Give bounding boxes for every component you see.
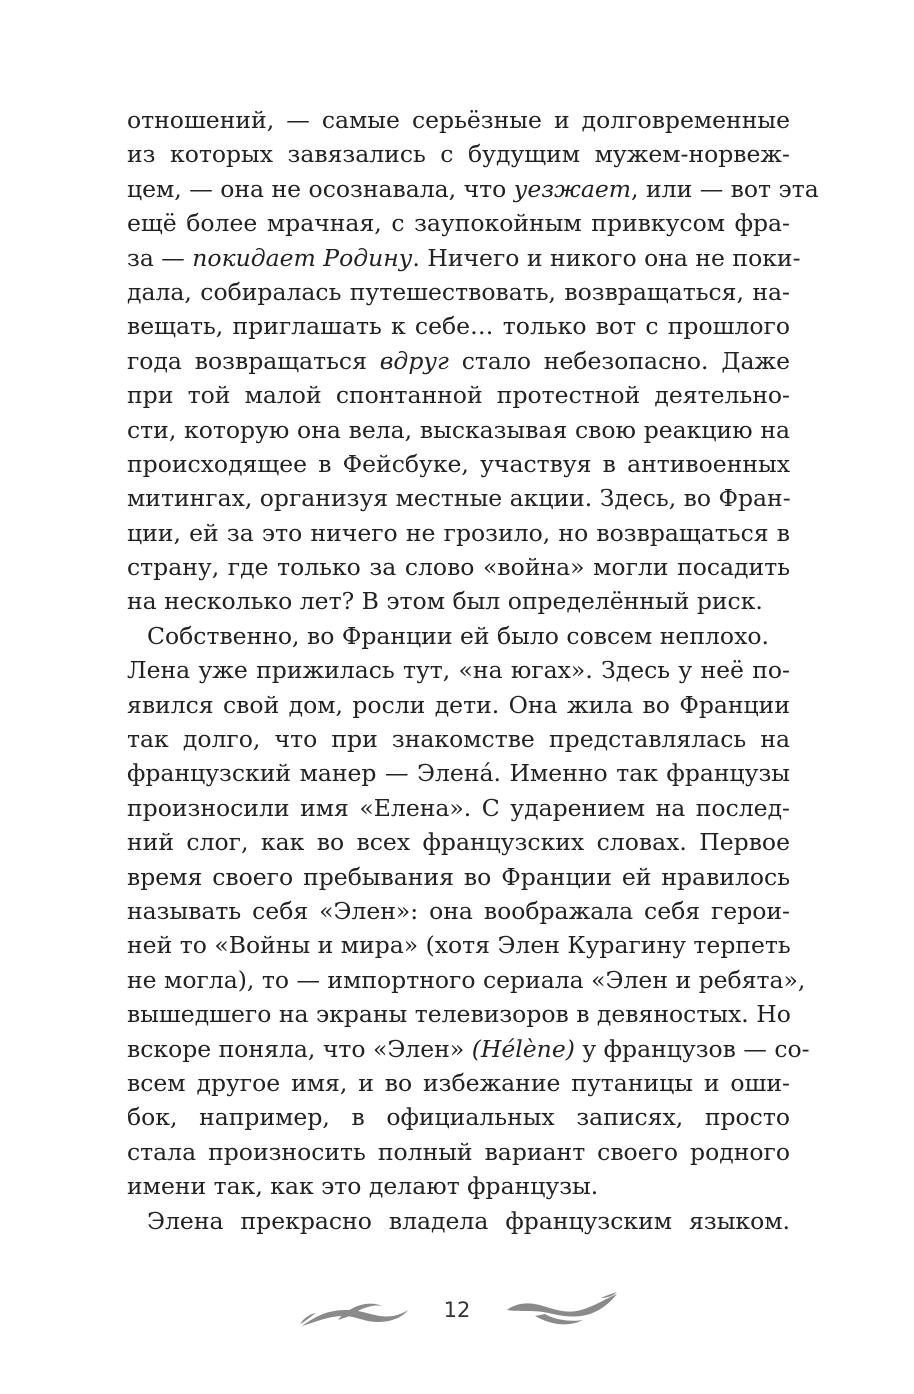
text-segment: у французов — со- bbox=[574, 1034, 810, 1063]
italic-text: уезжает bbox=[513, 174, 632, 203]
text-line bbox=[127, 1204, 790, 1238]
text-line bbox=[127, 172, 819, 206]
text-line bbox=[127, 206, 790, 240]
text-line bbox=[127, 344, 790, 378]
italic-text: (Hélène) bbox=[471, 1034, 575, 1063]
text-segment: вещать, приглашать к себе… только вот с прошлого bbox=[127, 312, 790, 341]
text-segment: отношений, — самые серьёзные и долговременные bbox=[127, 106, 790, 134]
body-text bbox=[127, 103, 819, 1238]
text-segment: на несколько лет? В этом был определённый риск. bbox=[127, 587, 763, 616]
text-segment: явился свой дом, росли дети. Она жила во Франции bbox=[127, 690, 790, 719]
text-segment: . Ничего и никого она не поки- bbox=[412, 243, 801, 272]
page-number: 12 bbox=[443, 1298, 471, 1322]
text-line bbox=[127, 1032, 810, 1066]
text-segment: ней то «Войны и мира» (хотя Элен Курагину терпеть bbox=[127, 931, 791, 960]
text-line bbox=[127, 413, 790, 447]
text-line bbox=[127, 722, 790, 756]
text-line bbox=[127, 825, 790, 859]
text-segment: дала, собиралась путешествовать, возвращаться, на- bbox=[127, 277, 790, 306]
text-line bbox=[127, 1135, 790, 1169]
text-line bbox=[127, 928, 790, 962]
text-segment: цем, — она не осознавала, что bbox=[127, 174, 514, 203]
text-segment: французский манер — Элена́. Именно так французы bbox=[127, 759, 790, 788]
text-segment: не могла), то — импортного сериала «Элен и ребята», bbox=[127, 965, 806, 994]
text-segment: , или — вот эта bbox=[631, 174, 819, 203]
text-line bbox=[127, 688, 790, 722]
text-segment: имени так, как это делают французы. bbox=[127, 1172, 599, 1201]
text-line bbox=[127, 619, 790, 653]
text-line bbox=[127, 894, 790, 928]
text-segment: Собственно, во Франции ей было совсем неплохо. bbox=[147, 621, 769, 650]
text-segment: вышедшего на экраны телевизоров в девяностых. Но bbox=[127, 1000, 791, 1029]
text-segment: ещё более мрачная, с заупокойным привкусом фра- bbox=[127, 209, 790, 238]
text-segment: происходящее в Фейсбуке, участвуя в антивоенных bbox=[127, 449, 790, 478]
text-segment: сти, которую она вела, высказывая свою реакцию на bbox=[127, 415, 790, 444]
text-line bbox=[127, 1100, 790, 1134]
text-line bbox=[127, 137, 790, 171]
text-segment: за — bbox=[127, 243, 193, 272]
text-segment: вскоре поняла, что «Элен» bbox=[127, 1034, 472, 1063]
text-line bbox=[127, 516, 790, 550]
text-segment: страну, где только за слово «война» могли посадить bbox=[127, 553, 790, 582]
text-segment: стало небезопасно. Даже bbox=[448, 346, 790, 375]
text-segment: Элена прекрасно владела французским языком. bbox=[147, 1206, 790, 1235]
text-segment: так долго, что при знакомстве представлялась на bbox=[127, 725, 790, 754]
text-segment: время своего пребывания во Франции ей нравилось bbox=[127, 862, 790, 891]
text-line bbox=[127, 241, 801, 275]
text-segment: Лена уже прижилась тут, «на югах». Здесь у неё по- bbox=[127, 656, 790, 685]
text-segment: митингах, организуя местные акции. Здесь, во Фран- bbox=[127, 484, 791, 513]
text-segment: из которых завязались с будущим мужем-норвеж- bbox=[127, 140, 790, 169]
text-segment: ции, ей за это ничего не грозило, но возвращаться в bbox=[127, 518, 790, 547]
text-line bbox=[127, 103, 790, 137]
italic-text: покидает Родину bbox=[192, 243, 413, 272]
text-line bbox=[127, 584, 790, 618]
page-footer bbox=[0, 1288, 914, 1338]
text-line bbox=[127, 378, 790, 412]
text-line bbox=[127, 309, 790, 343]
text-line bbox=[127, 1066, 790, 1100]
text-segment: всем другое имя, и во избежание путаницы и оши- bbox=[127, 1068, 790, 1097]
text-line bbox=[127, 963, 806, 997]
text-line bbox=[127, 860, 790, 894]
text-segment: произносили имя «Елена». С ударением на послед- bbox=[127, 793, 790, 822]
left-flourish-ornament bbox=[298, 1288, 410, 1334]
text-line bbox=[127, 1169, 790, 1203]
text-segment: при той малой спонтанной протестной деятельно- bbox=[127, 381, 790, 410]
italic-text: вдруг bbox=[379, 346, 449, 375]
text-line bbox=[127, 275, 790, 309]
right-flourish-ornament bbox=[505, 1288, 619, 1334]
text-segment: называть себя «Элен»: она воображала себя герои- bbox=[127, 896, 790, 925]
text-segment: бок, например, в официальных записях, просто bbox=[127, 1103, 790, 1132]
text-line bbox=[127, 756, 790, 790]
text-segment: стала произносить полный вариант своего родного bbox=[127, 1137, 790, 1166]
text-line bbox=[127, 447, 790, 481]
text-line bbox=[127, 481, 790, 515]
text-line bbox=[127, 550, 790, 584]
text-segment: года возвращаться bbox=[127, 346, 380, 375]
text-line bbox=[127, 653, 790, 687]
text-segment: ний слог, как во всех французских словах. Первое bbox=[127, 828, 790, 857]
text-line bbox=[127, 791, 790, 825]
text-line bbox=[127, 997, 790, 1031]
